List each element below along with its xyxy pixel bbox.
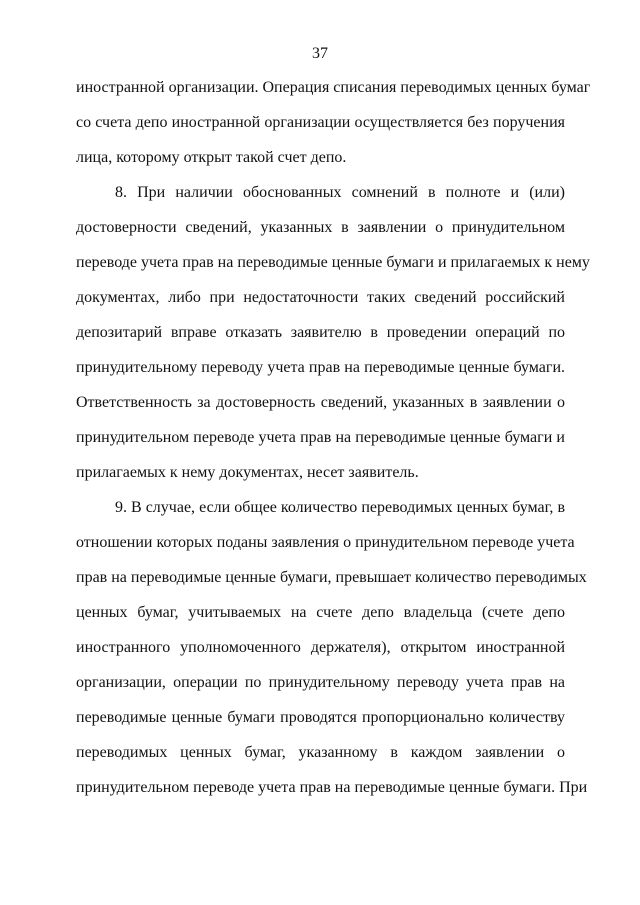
text-line: достоверности сведений, указанных в заявлении о принудительном bbox=[76, 219, 565, 236]
text-line: прав на переводимые ценные бумаги, превышает количество переводимых bbox=[76, 569, 587, 586]
text-line: переводимые ценные бумаги проводятся пропорционально количеству bbox=[76, 709, 565, 726]
text-line: иностранного уполномоченного держателя), открытом иностранной bbox=[76, 639, 565, 656]
page-number: 37 bbox=[312, 45, 328, 62]
text-line: переводимых ценных бумаг, указанному в каждом заявлении о bbox=[76, 744, 565, 761]
text-line: 9. В случае, если общее количество переводимых ценных бумаг, в bbox=[115, 499, 565, 516]
text-line: иностранной организации. Операция списания переводимых ценных бумаг bbox=[76, 79, 591, 96]
text-line: переводе учета прав на переводимые ценные бумаги и прилагаемых к нему bbox=[76, 254, 590, 271]
text-line: Ответственность за достоверность сведений, указанных в заявлении о bbox=[76, 394, 565, 411]
text-line: принудительном переводе учета прав на переводимые ценные бумаги и bbox=[76, 429, 565, 446]
text-line: принудительному переводу учета прав на переводимые ценные бумаги. bbox=[76, 359, 565, 376]
text-line: отношении которых поданы заявления о принудительном переводе учета bbox=[76, 534, 575, 551]
text-line: принудительном переводе учета прав на переводимые ценные бумаги. При bbox=[76, 779, 588, 796]
text-line: прилагаемых к нему документах, несет заявитель. bbox=[76, 464, 419, 481]
text-line: лица, которому открыт такой счет депо. bbox=[76, 149, 347, 166]
text-line: документах, либо при недостаточности таких сведений российский bbox=[76, 289, 565, 306]
text-line: ценных бумаг, учитываемых на счете депо владельца (счете депо bbox=[76, 604, 565, 621]
text-line: депозитарий вправе отказать заявителю в проведении операций по bbox=[76, 324, 565, 341]
text-line: 8. При наличии обоснованных сомнений в полноте и (или) bbox=[115, 184, 565, 201]
text-line: со счета депо иностранной организации осуществляется без поручения bbox=[76, 114, 565, 131]
text-line: организации, операции по принудительному переводу учета прав на bbox=[76, 674, 565, 691]
